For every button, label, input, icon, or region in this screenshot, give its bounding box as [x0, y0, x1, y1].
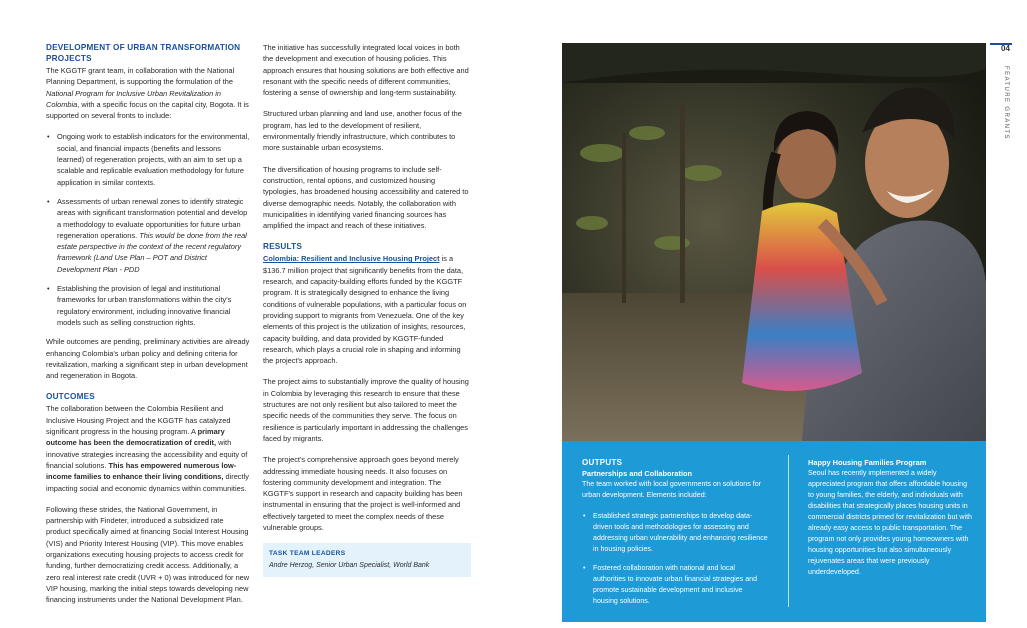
text: The KGGTF grant team, in collaboration with the National Planning Department, is supporting the formulation of the: [46, 66, 235, 87]
paragraph: The initiative has successfully integrated local voices in both the development and execution of housing policies. This approach ensures that housing solutions are both effective and resonant with the specific needs of different communities, fostering a sense of ownership and long-term sustainability.: [263, 43, 469, 98]
paragraph: Following these strides, the National Government, in partnership with Findeter, introduced a subsidized rate product specifically aimed at financing Social Interest Housing (VIS) and Priority Interest Housing (VIP). This move enables organizations executing housing projects to access credit for funding, further democratizing credit access. Additionally, a zero real interest rate credit (UVR + 0) was introduced for new VIP housing, marking the initial steps towards developing new financing instruments under the National Development Plan.: [46, 504, 250, 605]
list-item: • Fostered collaboration with national and local authorities to innovate urban financial strategies and promote sustainable development and inclusive housing solutions.: [582, 563, 768, 607]
program-name: National Program for Inclusive Urban Revitalization in Colombia: [46, 88, 221, 109]
outcomes-paragraph: [46, 403, 250, 493]
photo-illustration: [562, 43, 986, 441]
heading-outcomes: OUTCOMES: [46, 392, 95, 402]
text: The collaboration between the Colombia Resilient and Inclusive Housing Project and the KGGTF has catalyzed significant progress in the housing program. A: [46, 404, 231, 437]
section-tab: FEATURE GRANTS: [1003, 66, 1009, 140]
list-item: [46, 196, 250, 275]
list-item: • Establishing the provision of legal and institutional frameworks for urban transformations within the city's regulatory environment, including innovative financial models such as selling construction rights.: [46, 283, 250, 328]
list-item: • Established strategic partnerships to develop data-driven tools and methodologies for assessing and addressing urban vulnerability and enhancing resilience in housing policies.: [582, 511, 768, 555]
page-number: 04: [1001, 44, 1010, 53]
results-paragraph: [263, 253, 469, 366]
outputs-heading: OUTPUTS: [582, 458, 623, 467]
middle-column: [263, 42, 469, 577]
task-team-box: [263, 543, 471, 577]
heading-urban-transformation: DEVELOPMENT OF URBAN TRANSFORMATION PROJECTS: [46, 43, 241, 63]
outputs-intro: The team worked with local governments on solutions for urban development. Elements included:: [582, 480, 762, 499]
project-link[interactable]: Colombia: Resilient and Inclusive Housing Project: [263, 254, 440, 264]
text: This would be done from the real estate perspective in the context of the recent regulatory framework (Land Use Plan – POT and District Development Plan - PDD: [57, 230, 247, 274]
task-team-heading: TASK TEAM LEADERS: [269, 550, 346, 558]
column-divider: [788, 455, 789, 607]
list-item: • Ongoing work to establish indicators for the environmental, social, and financial impacts (benefits and lessons learned) of regeneration projects, with an aim to set up a scalable and replicable evaluation methodology for future application in similar contexts.: [46, 131, 250, 187]
happy-housing-heading: Happy Housing Families Program: [808, 458, 927, 467]
outputs-box: [562, 441, 986, 622]
text: directly impacting social and economic dynamics within communities.: [46, 472, 249, 493]
heading-results: RESULTS: [263, 242, 303, 252]
outputs-list: [582, 511, 768, 607]
photo-father-daughter: [562, 43, 986, 441]
outputs-subheading: Partnerships and Collaboration: [582, 469, 693, 478]
task-team-leader: Andre Herzog, Senior Urban Specialist, World Bank: [269, 561, 430, 569]
left-column: [46, 42, 250, 615]
text: Assessments of urban renewal zones to identify strategic areas with significant transformation potential and develop a methodology to evaluate opportunities for future urban regeneration operations.: [57, 196, 248, 240]
paragraph: While outcomes are pending, preliminary activities are already enhancing Colombia's urban policy and defining criteria for revitalization, marking a significant step in urban development and regeneration in Bogota.: [46, 337, 250, 381]
fronts-list: [46, 131, 250, 328]
happy-housing-column: [808, 457, 974, 578]
intro-paragraph: [46, 65, 250, 121]
text: , with a specific focus on the capital city, Bogota. It is supported on several fronts to include:: [46, 99, 249, 121]
text: This has empowered numerous low-income families to enhance their living conditions,: [46, 460, 237, 482]
paragraph: The project's comprehensive approach goes beyond merely addressing immediate housing needs. It also focuses on fostering community development and integration. The KGGTF's support in research and capacity building has been instrumental in ensuring that the project is well-informed and effectively targeted to meet the complex needs of these vulnerable groups.: [263, 455, 463, 532]
text: primary outcome has been the democratization of credit,: [46, 427, 225, 448]
text: is a $136.7 million project that significantly benefits from the data, research, and capacity-building efforts funded by the KGGTF program. It is strategically designed to enhance the living conditions of vulnerable populations, with a particular focus on providing support to migrants from Venezuela. One of the key elements of this project is the utilization of insights, resources, capacity building, and data provided by KGGTF-funded research, which plays a crucial role in shaping and informing the project's approach.: [263, 254, 467, 366]
happy-housing-body: Seoul has recently implemented a widely appreciated program that offers affordable housing to young families, the elderly, and individuals with disabilities that strategically places housing units in commercial districts primed for revitalization but with already easy access to public transportation. The program not only provides young homeowners with housing opportunities but also simultaneously rejuvenates areas that were previously underdeveloped.: [808, 469, 972, 576]
outputs-column: [582, 457, 768, 615]
paragraph: Structured urban planning and land use, another focus of the program, has led to the development of resilient, environmentally friendly infrastructure, which contributes to more sustainable urban ecosystems.: [263, 109, 462, 153]
text: with innovative strategies increasing the accessibility and equity of financial solutions.: [46, 438, 248, 470]
paragraph: The project aims to substantially improve the quality of housing in Colombia by leveraging this research to ensure that these structures are not only resilient but also tailored to meet the specific needs of the communities they serve. The focus on resilience is particularly important in addressing the challenges faced by migrants.: [263, 377, 469, 443]
paragraph: The diversification of housing programs to include self-construction, rental options, and customized housing typologies, has broadened housing accessibility and catered to diverse demographic needs. Notably, the collaboration with municipalities in identifying varied financing sources has amplified the impact and reach of these initiatives.: [263, 164, 469, 231]
